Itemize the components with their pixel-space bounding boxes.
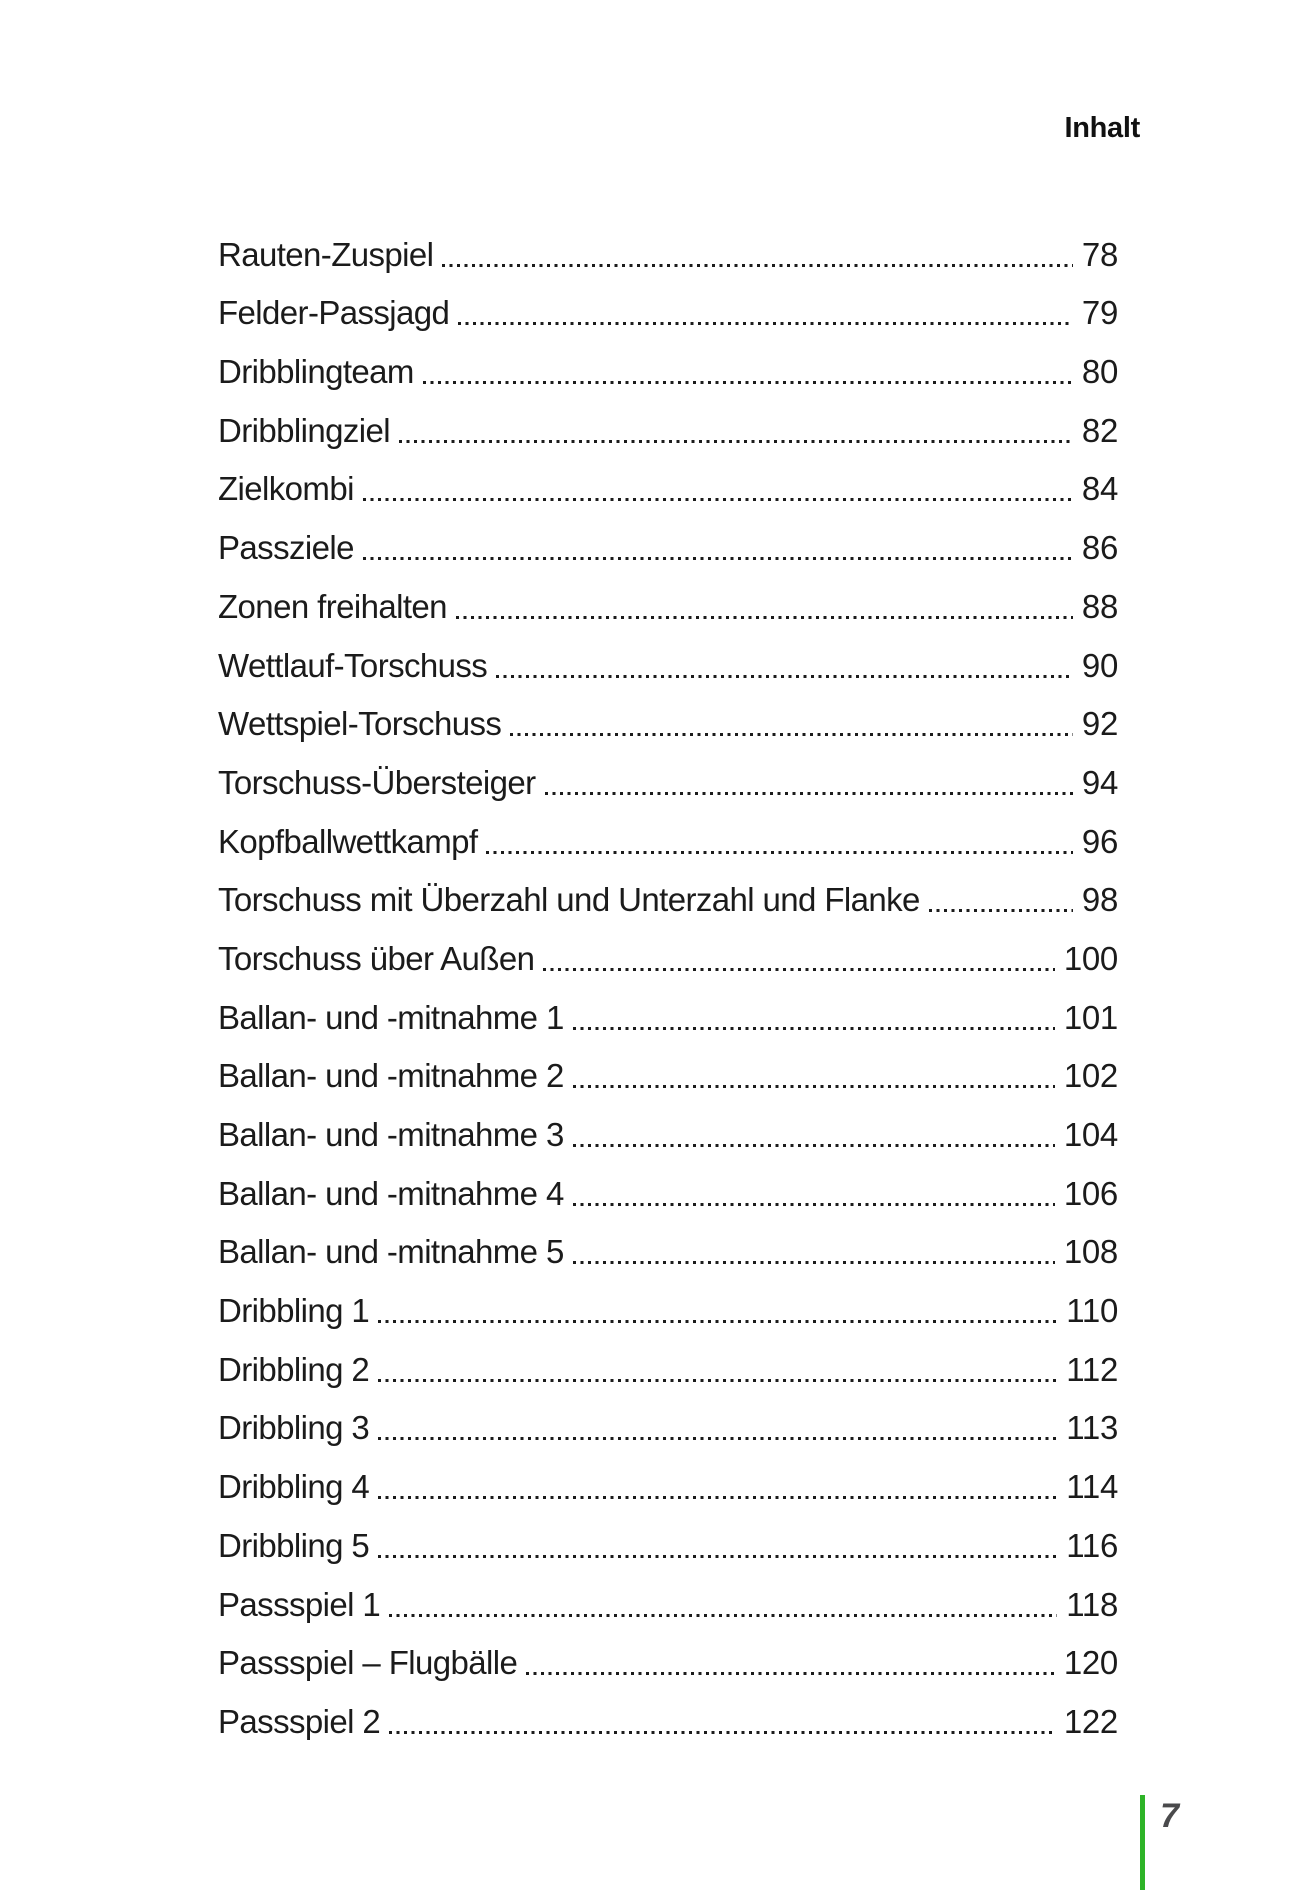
toc-entry xyxy=(218,1160,1118,1219)
toc-entry xyxy=(218,1336,1118,1395)
dot-leader xyxy=(456,616,1073,619)
toc-entry-page: 90 xyxy=(1081,646,1118,684)
toc-entry-title: Dribbling 2 xyxy=(218,1350,370,1388)
dot-leader xyxy=(458,322,1073,325)
toc-entry-page: 98 xyxy=(1081,881,1118,919)
toc-entry-title: Ballan- und -mitnahme 4 xyxy=(218,1174,564,1212)
toc-entry xyxy=(218,1688,1118,1747)
toc-entry xyxy=(218,1101,1118,1160)
toc-entry xyxy=(218,1453,1118,1512)
toc-entry-title: Kopfballwettkampf xyxy=(218,822,478,860)
dot-leader xyxy=(486,851,1072,854)
toc-entry-page: 100 xyxy=(1063,939,1118,977)
toc-entry-page: 112 xyxy=(1066,1350,1118,1388)
toc-entry-title: Zonen freihalten xyxy=(218,587,447,625)
dot-leader xyxy=(573,1144,1055,1147)
toc-entry xyxy=(218,1630,1118,1689)
toc-entry xyxy=(218,691,1118,750)
toc-entry-page: 122 xyxy=(1063,1702,1118,1740)
dot-leader xyxy=(378,1437,1057,1440)
toc-entry xyxy=(218,632,1118,691)
toc-entry-page: 78 xyxy=(1081,235,1118,273)
toc-list xyxy=(218,221,1118,1747)
page-header-title: Inhalt xyxy=(1064,112,1140,144)
dot-leader xyxy=(389,1731,1055,1734)
dot-leader xyxy=(573,1085,1055,1088)
toc-entry-page: 94 xyxy=(1081,763,1118,801)
toc-entry-title: Torschuss über Außen xyxy=(218,939,535,977)
toc-entry-page: 120 xyxy=(1063,1644,1118,1682)
footer-accent-bar xyxy=(1140,1795,1145,1890)
toc-entry-title: Ballan- und -mitnahme 3 xyxy=(218,1116,564,1153)
toc-entry xyxy=(218,1043,1118,1102)
dot-leader xyxy=(545,792,1073,795)
toc-entry xyxy=(218,514,1118,573)
toc-entry-page: 106 xyxy=(1063,1174,1118,1212)
toc-entry-title: Dribbling 1 xyxy=(218,1292,370,1330)
toc-entry-title: Torschuss mit Überzahl und Unterzahl und Flanke xyxy=(218,881,920,919)
dot-leader xyxy=(929,909,1073,912)
dot-leader xyxy=(573,1203,1055,1206)
toc-entry-page: 102 xyxy=(1063,1057,1118,1095)
toc-entry-page: 86 xyxy=(1081,529,1118,567)
toc-entry-page: 113 xyxy=(1066,1409,1118,1447)
toc-entry-title: Dribbling 4 xyxy=(218,1468,370,1506)
toc-entry-title: Ballan- und -mitnahme 1 xyxy=(218,998,564,1036)
dot-leader xyxy=(510,733,1073,736)
toc-entry xyxy=(218,1571,1118,1630)
toc-entry-title: Passziele xyxy=(218,529,354,567)
toc-entry-page: 104 xyxy=(1063,1116,1118,1153)
toc-entry-page: 92 xyxy=(1081,705,1118,743)
toc-entry-title: Dribblingteam xyxy=(218,353,414,391)
toc-entry-title: Torschuss-Übersteiger xyxy=(218,763,536,801)
toc-entry xyxy=(218,1277,1118,1336)
toc-entry-title: Dribbling 5 xyxy=(218,1526,370,1564)
toc-entry-title: Ballan- und -mitnahme 2 xyxy=(218,1057,564,1095)
dot-leader xyxy=(389,1614,1057,1617)
toc-entry xyxy=(218,221,1118,280)
toc-entry xyxy=(218,280,1118,339)
dot-leader xyxy=(378,1320,1057,1323)
dot-leader xyxy=(573,1027,1055,1030)
toc-entry xyxy=(218,1512,1118,1571)
footer-page-number: 7 xyxy=(1160,1797,1179,1835)
toc-entry-title: Ballan- und -mitnahme 5 xyxy=(218,1233,564,1271)
toc-entry-page: 88 xyxy=(1081,587,1118,625)
toc-entry-title: Passspiel 1 xyxy=(218,1585,381,1623)
dot-leader xyxy=(423,381,1073,384)
dot-leader xyxy=(526,1672,1055,1675)
toc-entry-page: 101 xyxy=(1063,998,1118,1036)
toc-entry xyxy=(218,397,1118,456)
toc-entry-page: 84 xyxy=(1081,470,1118,508)
toc-entry-page: 79 xyxy=(1081,294,1118,332)
toc-entry-title: Passspiel 2 xyxy=(218,1702,381,1740)
toc-entry xyxy=(218,749,1118,808)
dot-leader xyxy=(496,675,1073,678)
dot-leader xyxy=(378,1496,1057,1499)
toc-entry-title: Rauten-Zuspiel xyxy=(218,235,434,273)
toc-entry xyxy=(218,808,1118,867)
toc-entry xyxy=(218,867,1118,926)
toc-entry-page: 116 xyxy=(1066,1526,1118,1564)
toc-entry-title: Wettspiel-Torschuss xyxy=(218,705,502,743)
toc-entry-title: Dribblingziel xyxy=(218,411,390,449)
toc-entry-title: Wettlauf-Torschuss xyxy=(218,646,488,684)
toc-entry xyxy=(218,573,1118,632)
toc-entry xyxy=(218,1219,1118,1278)
toc-entry xyxy=(218,338,1118,397)
dot-leader xyxy=(399,440,1073,443)
toc-entry-page: 80 xyxy=(1081,353,1118,391)
toc-entry-title: Dribbling 3 xyxy=(218,1409,370,1447)
toc-entry-page: 118 xyxy=(1066,1585,1118,1623)
toc-entry-title: Passspiel – Flugbälle xyxy=(218,1644,518,1682)
toc-entry-page: 110 xyxy=(1066,1292,1118,1330)
dot-leader xyxy=(573,1261,1055,1264)
toc-entry-page: 96 xyxy=(1081,822,1118,860)
dot-leader xyxy=(378,1555,1057,1558)
dot-leader xyxy=(363,498,1073,501)
toc-entry-title: Felder-Passjagd xyxy=(218,294,450,332)
toc-entry-page: 82 xyxy=(1081,411,1118,449)
toc-entry xyxy=(218,1395,1118,1454)
dot-leader xyxy=(378,1379,1057,1382)
toc-entry xyxy=(218,456,1118,515)
toc-entry-title: Zielkombi xyxy=(218,470,354,508)
dot-leader xyxy=(442,264,1073,267)
toc-entry xyxy=(218,984,1118,1043)
toc-entry-page: 114 xyxy=(1066,1468,1118,1506)
dot-leader xyxy=(363,557,1073,560)
toc-entry xyxy=(218,925,1118,984)
dot-leader xyxy=(543,968,1054,971)
toc-entry-page: 108 xyxy=(1063,1233,1118,1271)
